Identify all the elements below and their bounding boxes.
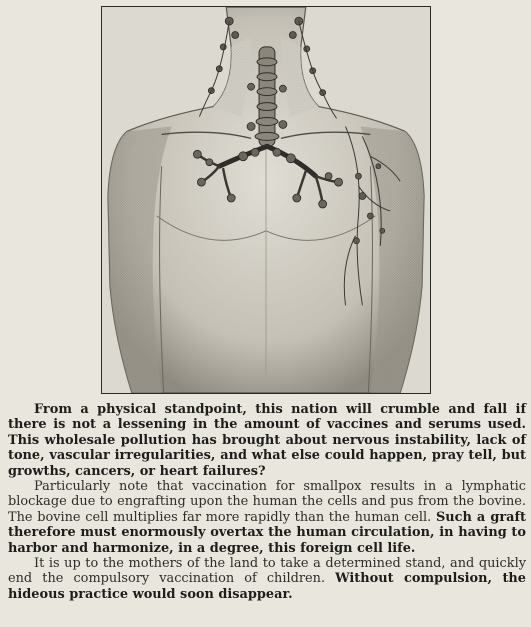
paragraph-3-text-plain: It is up to the mothers of the land to take a determined stand, and quickly end the compulsory vaccination of children.: [8, 556, 526, 587]
paragraph-1: [8, 402, 526, 479]
paragraph-2: [8, 479, 526, 556]
paragraph-1-text: From a physical standpoint, this nation will crumble and fall if there is not a lessening in the amount of vaccines and serums used. This wholesale pollution has brought about nervous instability, lack of tone, vascular irregularities, and what else could happen, pray tell, but growths, cancers, or heart failures?: [8, 402, 526, 479]
paragraph-2-text-emph: Such a graft therefore must enormously overtax the human circulation, in having to harbor and harmonize, in a degree, this foreign cell life.: [8, 509, 526, 556]
article-text: [8, 402, 526, 602]
paragraph-2-text-plain: Particularly note that vaccination for smallpox results in a lymphatic blockage due to engrafting upon the human the cells and pus from the bovine. The bovine cell multiplies far more rapidly than the human cell.: [8, 479, 526, 525]
anatomical-illustration-lymphatic-system-icon: [102, 7, 430, 393]
anatomical-illustration: [101, 6, 431, 394]
paragraph-3-text-emph: Without compulsion, the hideous practice would soon disappear.: [8, 571, 526, 602]
paragraph-3: [8, 556, 526, 602]
